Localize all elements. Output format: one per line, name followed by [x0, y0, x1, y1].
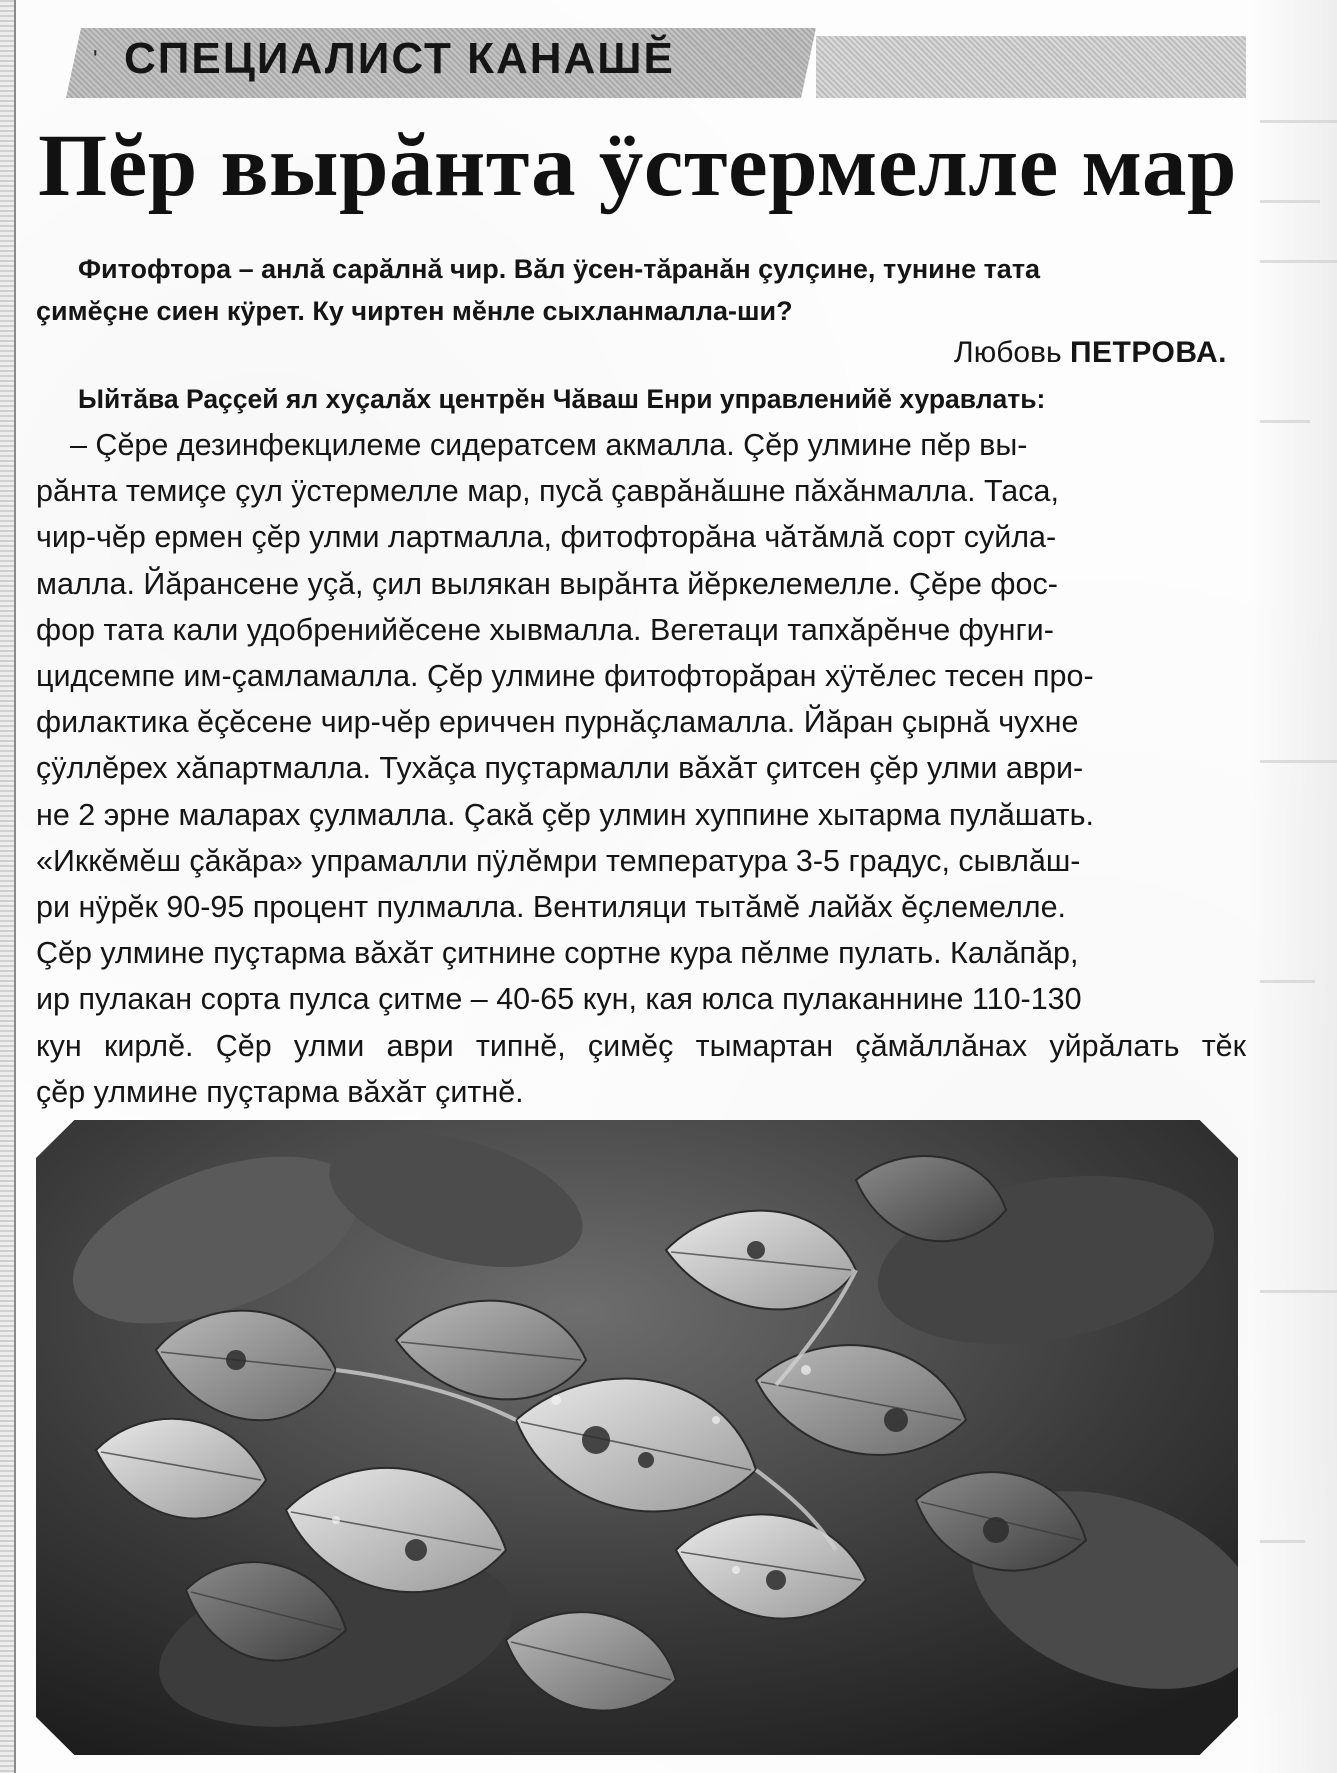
potato-leaves-illustration: [36, 1120, 1238, 1755]
article-intro: Ыйтăва Раççей ял хуçалăх центрĕн Чăваш Енри управленийĕ хуравлать:: [78, 384, 1046, 414]
body-line: çÿллĕрех хăпартмалла. Тухăçа пуçтармалли вăхăт çитсен çĕр улми аври-: [36, 751, 1084, 786]
rubric-band-extension: [816, 36, 1246, 98]
article-headline: Пĕр вырăнта ÿстермелле мар: [38, 117, 1237, 215]
body-line: ри нÿрĕк 90-95 процент пулмалла. Вентиляци тытăмĕ лайăх ĕçлемелле.: [36, 890, 1067, 925]
body-line: – Çĕре дезинфекцилеме сидератсем акмалла. Çĕр улмине пĕр вы-: [70, 428, 1028, 462]
body-line: кун кирлĕ. Çĕр улми аври типнĕ, çимĕç тымартан çăмăллăнах уйрăлать тĕк: [36, 1028, 1246, 1063]
body-line: фор тата кали удобренийĕсене хывмалла. Вегетаци тапхăрĕнче фунги-: [36, 612, 1054, 647]
article-author: [954, 336, 1227, 370]
body-line: ир пулакан сорта пулса çитме – 40-65 кун, кая юлса пулаканнине 110-130: [36, 982, 1082, 1017]
rubric-mark: ʹ: [93, 46, 98, 73]
body-line: Çĕр улмине пуçтарма вăхăт çитнине сортне кура пĕлме пулать. Калăпăр,: [36, 936, 1079, 971]
body-line: рăнта темиçе çул ÿстермелле мар, пусă çаврăнăшне пăхăнмалла. Таса,: [36, 474, 1059, 509]
body-line: çĕр улмине пуçтарма вăхăт çитнĕ.: [36, 1074, 524, 1109]
article-body: [36, 422, 1246, 1115]
author-last-name: ПЕТРОВА.: [1069, 336, 1227, 369]
article-lead: [36, 248, 1236, 332]
body-line: «Иккĕмĕш çăкăра» упрамалли пÿлĕмри температура 3-5 градус, сывлăш-: [36, 843, 1081, 878]
author-first-name: Любовь: [954, 336, 1062, 369]
body-line: чир-чĕр ермен çĕр улми лартмалла, фитофторăна чăтăмлă сорт суйла-: [36, 520, 1057, 555]
article-photo: [36, 1120, 1238, 1755]
body-line: филактика ĕçĕсене чир-чĕр ериччен пурнăçламалла. Йăран çырнă чухне: [36, 705, 1079, 740]
lead-line: Фитофтора – анлă сарăлнă чир. Вăл ÿсен-тăранăн çулçине, тунине тата: [78, 254, 1041, 284]
lead-line: çимĕçне сиен кÿрет. Ку чиртен мĕнле сыхланмалла-ши?: [36, 296, 793, 326]
section-rubric: СПЕЦИАЛИСТ КАНАШĔ: [124, 34, 675, 83]
body-line: малла. Йăрансене уçă, çил вылякан вырăнта йĕркелемелле. Çĕре фос-: [36, 566, 1058, 601]
body-line: не 2 эрне маларах çулмалла. Çакă çĕр улмин хуппине хытарма пулăшать.: [36, 797, 1094, 832]
adjacent-column-bleed: [1250, 0, 1337, 1773]
left-page-edge: [0, 0, 16, 1773]
body-line: цидсемпе им-çамламалла. Çĕр улмине фитофторăран хÿтĕлес тесен про-: [36, 659, 1094, 694]
